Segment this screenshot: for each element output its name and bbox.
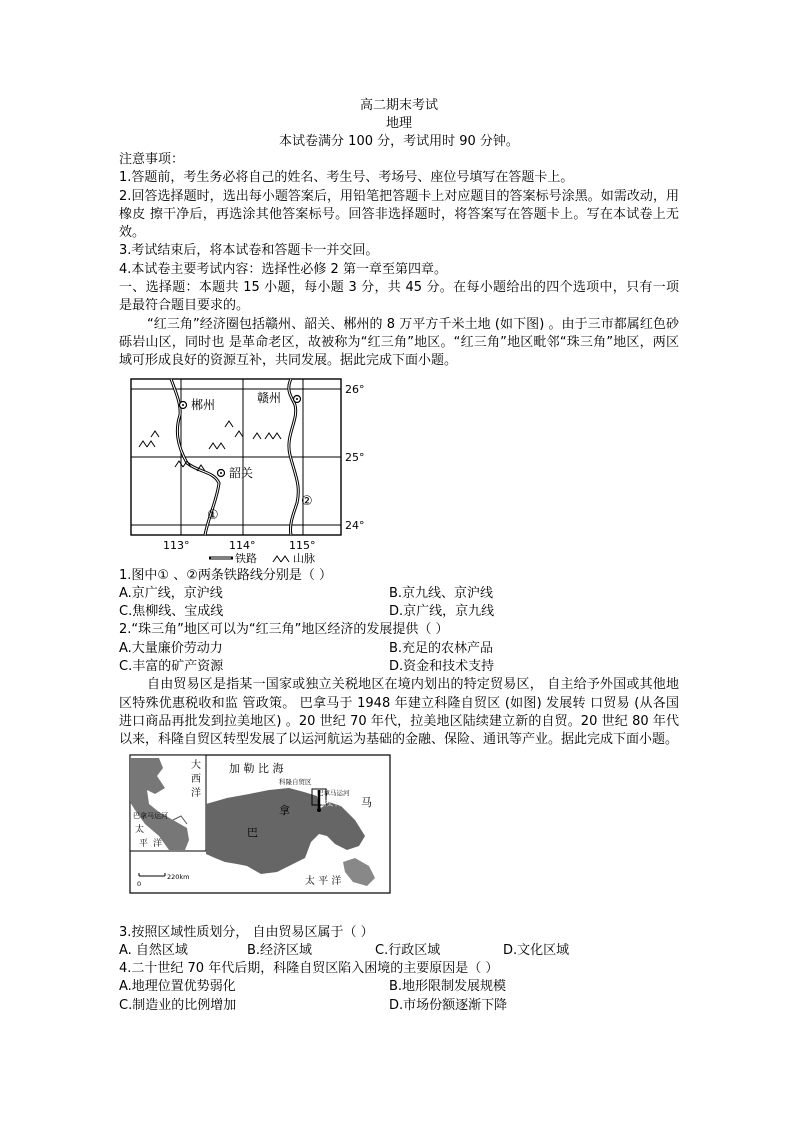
scale-distance: 220km bbox=[167, 872, 190, 881]
q4-option-d[interactable]: D.市场份额逐渐下降 bbox=[389, 997, 508, 1013]
red-triangle-map bbox=[125, 375, 395, 565]
caribbean-sea-label: 加 勒 比 海 bbox=[229, 761, 284, 775]
mountain-symbols bbox=[139, 421, 281, 471]
inset-label: 西 bbox=[191, 773, 201, 785]
canal-label: 巴拿马运河 bbox=[317, 788, 350, 797]
legend-mountain: 山脉 bbox=[293, 551, 315, 565]
q3-option-d[interactable]: D.文化区域 bbox=[503, 942, 570, 958]
q1-option-a[interactable]: A.京广线，京沪线 bbox=[119, 585, 223, 601]
section-intro: 一、选择题：本题共 15 小题，每小题 3 分，共 45 分。在每小题给出的四个选项中，只有一项是最符合题目要求的。 bbox=[119, 280, 679, 314]
q4-option-b[interactable]: B.地形限制发展规模 bbox=[389, 979, 507, 995]
note-item: 4.本试卷主要考试内容：选择性必修 2 第一章至第四章。 bbox=[119, 261, 447, 277]
inset-label: 大 bbox=[191, 759, 201, 771]
country-char: 拿 bbox=[279, 803, 290, 817]
inset-canal-label: 巴拿马运河 bbox=[133, 811, 168, 820]
lat-label: 24° bbox=[345, 518, 365, 532]
lat-label: 25° bbox=[345, 450, 365, 464]
q2-option-c[interactable]: C.丰富的矿产资源 bbox=[119, 659, 224, 675]
inset-label: 洋 bbox=[153, 838, 163, 849]
exam-subject: 地理 bbox=[385, 116, 412, 131]
question-3-stem: 3.按照区域性质划分， 自由贸易区属于（ ） bbox=[119, 924, 374, 940]
q4-option-a[interactable]: A.地理位置优势弱化 bbox=[119, 979, 236, 995]
inset-label: 太 bbox=[135, 824, 145, 835]
passage-free-trade-zone: 自由贸易区是指某一国家或独立关税地区在境内划出的特定贸易区， 自主给予外国或其他地区特殊优惠税收和监 管政策。 巴拿马于 1948 年建立科隆自贸区 (如图) 发展转 口贸易 (从各国进口商品再批发到拉美地区) 。20 世纪 70 年代，拉美地区陆续建立新的自贸。20 世纪 80 年代以来，科隆自贸区转型发展了以运河航运为基础的金融、保险、通讯等产业。据此完成下面小题。 bbox=[119, 677, 679, 748]
city-chenzhou: 郴州 bbox=[191, 397, 216, 412]
legend-railway: 铁路 bbox=[235, 551, 257, 565]
city-shaoguan: 韶关 bbox=[229, 465, 254, 480]
country-char: 马 bbox=[361, 795, 372, 809]
lon-label: 115° bbox=[289, 538, 316, 552]
q3-option-c[interactable]: C.行政区域 bbox=[375, 942, 441, 958]
city-ganzhou: 赣州 bbox=[257, 390, 282, 405]
inset-label: 洋 bbox=[191, 787, 201, 799]
passage-red-triangle: “红三角”经济圈包括赣州、韶关、郴州的 8 万平方千米土地 (如下图) 。由于三市都属红色砂砾岩山区，同时也 是革命老区，故被称为“红三角”地区。“红三角”地区毗邻“珠三角”地区，两区域可形成良好的资源互补，共同发展。据此完成下面小题。 bbox=[119, 316, 679, 369]
country-char: 巴 bbox=[247, 825, 258, 839]
railway-marker-1: ① bbox=[207, 507, 219, 523]
question-1-stem: 1.图中① 、②两条铁路线分别是（ ） bbox=[119, 567, 332, 583]
scale-zero: 0 bbox=[137, 879, 142, 888]
panama-map bbox=[129, 754, 391, 894]
q4-option-c[interactable]: C.制造业的比例增加 bbox=[119, 997, 237, 1013]
q2-option-d[interactable]: D.资金和技术支持 bbox=[389, 659, 495, 675]
exam-page bbox=[119, 97, 679, 1015]
notes-heading: 注意事项： bbox=[119, 152, 185, 167]
lon-label: 113° bbox=[163, 538, 190, 552]
q3-option-a[interactable]: A. 自然区域 bbox=[119, 942, 188, 958]
inset-label: 平 bbox=[139, 838, 149, 849]
new-zone-label: 新太平洋自贸区 bbox=[321, 800, 364, 808]
railway-marker-2: ② bbox=[301, 493, 313, 509]
note-item: 2.回答选择题时，选出每小题答案后，用铅笔把答题卡上对应题目的答案标号涂黑。如需改动，用橡皮 擦干净后，再选涂其他答案标号。回答非选择题时，将答案写在答题卡上。写在本试卷上无效。 bbox=[119, 188, 679, 241]
question-4-stem: 4.二十世纪 70 年代后期，科隆自贸区陷入困境的主要原因是（ ） bbox=[119, 961, 499, 977]
q1-option-b[interactable]: B.京九线、京沪线 bbox=[389, 585, 494, 601]
exam-title: 高二期末考试 bbox=[359, 98, 438, 113]
q1-option-d[interactable]: D.京广线，京九线 bbox=[389, 604, 495, 620]
lat-label: 26° bbox=[345, 382, 365, 396]
q2-option-a[interactable]: A.大量廉价劳动力 bbox=[119, 640, 223, 656]
colon-zone-label: 科隆自贸区 bbox=[279, 777, 312, 786]
pacific-ocean-label: 太 平 洋 bbox=[305, 875, 342, 887]
q1-option-c[interactable]: C.焦柳线、宝成线 bbox=[119, 604, 224, 620]
question-2-stem: 2.“珠三角”地区可以为“红三角”地区经济的发展提供（ ） bbox=[119, 622, 449, 638]
q2-option-b[interactable]: B.充足的农林产品 bbox=[389, 640, 494, 656]
note-item: 1.答题前，考生务必将自己的姓名、考生号、考场号、座位号填写在答题卡上。 bbox=[119, 170, 574, 186]
lon-label: 114° bbox=[229, 538, 256, 552]
note-item: 3.考试结束后，将本试卷和答题卡一并交回。 bbox=[119, 243, 379, 259]
legend-mountain-symbol bbox=[273, 556, 289, 562]
exam-info: 本试卷满分 100 分，考试用时 90 分钟。 bbox=[279, 134, 519, 149]
q3-option-b[interactable]: B.经济区域 bbox=[247, 942, 313, 958]
